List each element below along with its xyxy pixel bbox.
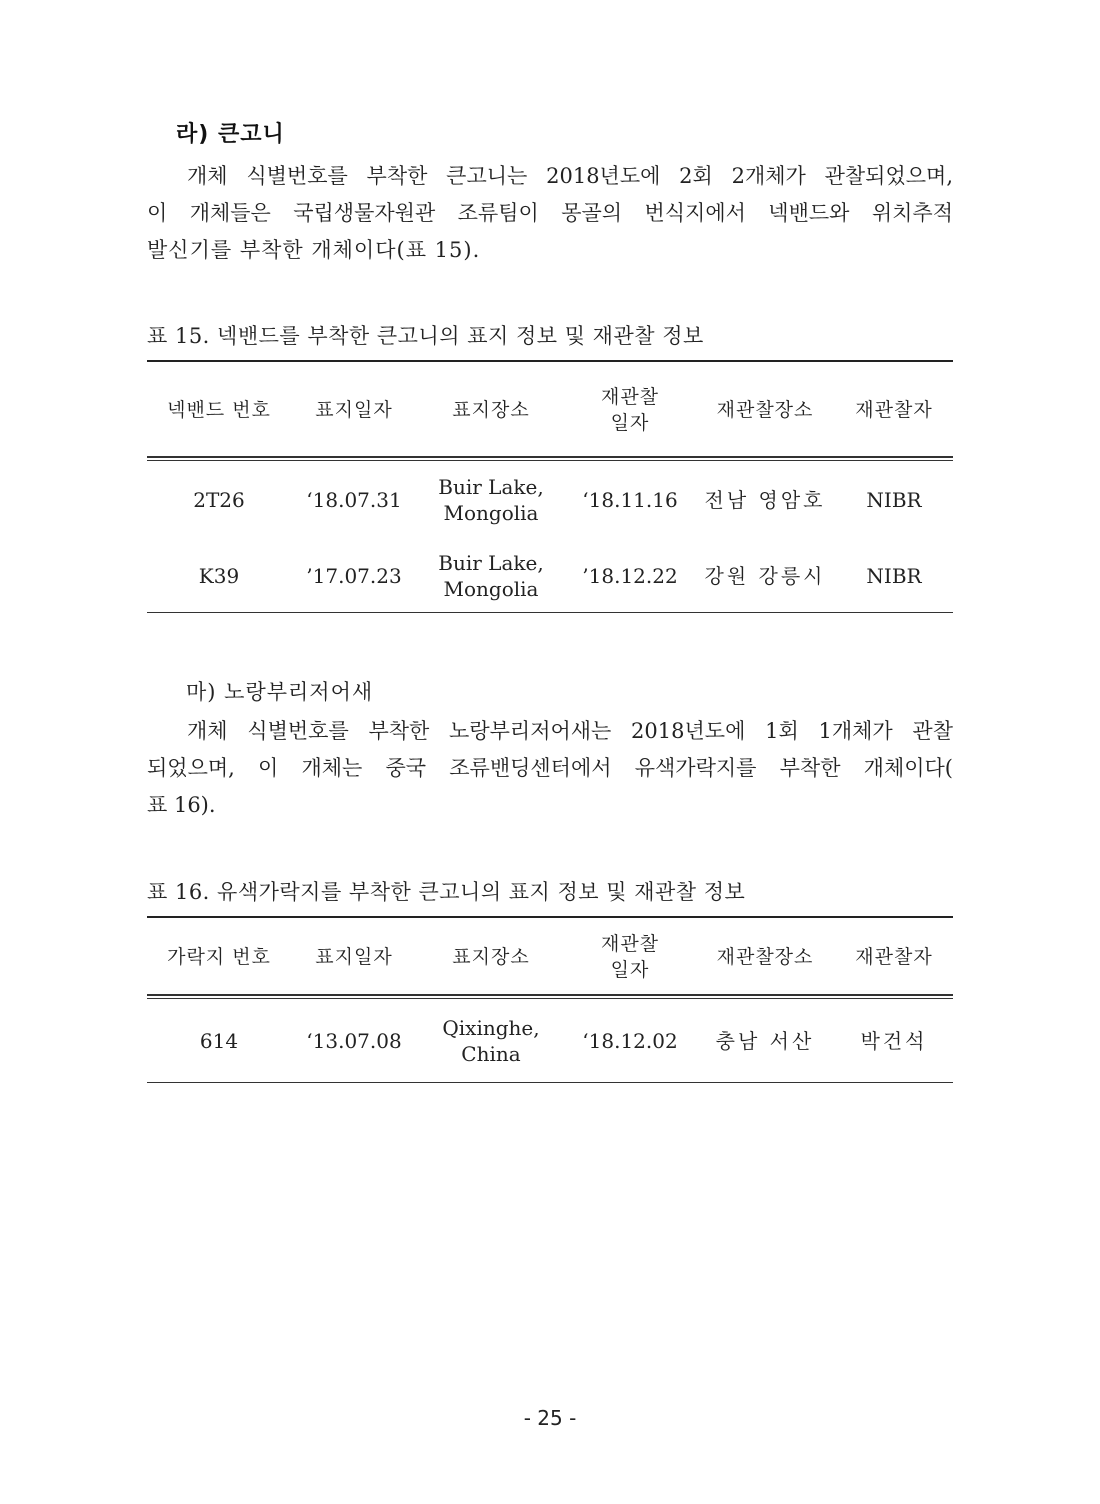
- header-tag-place: 표지장소: [452, 399, 530, 421]
- cell-tag-place-line2: China: [461, 1042, 521, 1066]
- header-resight-date-line2: 일자: [610, 412, 650, 434]
- table-row: [147, 462, 953, 538]
- cell-tag-date: ’17.07.23: [306, 564, 402, 588]
- table-bottom-rule: [147, 612, 953, 613]
- section-heading-ra: 라) 큰고니: [176, 122, 285, 147]
- header-resight-date-line2: 일자: [610, 959, 650, 981]
- section-heading-ma: 마) 노랑부리저어새: [186, 680, 374, 704]
- cell-tag-place-line1: Qixinghe,: [442, 1016, 540, 1040]
- paragraph-line: 표 16).: [147, 793, 216, 817]
- page-number: - 25 -: [523, 1406, 577, 1430]
- table-row: [147, 538, 953, 614]
- header-resight-date: [565, 931, 695, 983]
- table-header-row: [147, 918, 953, 996]
- header-observer: 재관찰자: [855, 399, 933, 421]
- header-tag-place: 표지장소: [452, 946, 530, 968]
- table-bottom-rule: [147, 1082, 953, 1083]
- cell-resight-place: 강원 강릉시: [704, 564, 826, 588]
- cell-observer: NIBR: [866, 564, 922, 588]
- cell-resight-date: ‘18.11.16: [582, 488, 678, 512]
- paragraph-line: 개체 식별번호를 부착한 큰고니는 2018년도에 2회 2개체가 관찰되었으며,: [187, 164, 953, 188]
- header-tag-date: 표지일자: [315, 946, 393, 968]
- paragraph-line: 이 개체들은 국립생물자원관 조류팀이 몽골의 번식지에서 넥밴드와 위치추적: [147, 201, 953, 225]
- table-15: [147, 360, 953, 614]
- cell-observer: NIBR: [866, 488, 922, 512]
- header-resight-date: [565, 384, 695, 436]
- cell-tag-place-line2: Mongolia: [443, 501, 539, 525]
- header-band-number: 넥밴드 번호: [167, 399, 271, 421]
- paragraph-line: 개체 식별번호를 부착한 노랑부리저어새는 2018년도에 1회 1개체가 관찰: [187, 719, 953, 743]
- header-resight-place: 재관찰장소: [716, 946, 814, 968]
- paragraph-line: 되었으며, 이 개체는 중국 조류밴딩센터에서 유색가락지를 부착한 개체이다(: [147, 756, 953, 780]
- table-16-caption: 표 16. 유색가락지를 부착한 큰고니의 표지 정보 및 재관찰 정보: [147, 880, 746, 904]
- table-header-rule: [147, 456, 953, 461]
- cell-resight-place: 전남 영암호: [704, 488, 826, 512]
- cell-band: 614: [199, 1029, 239, 1053]
- paragraph-ra: [147, 158, 953, 269]
- table-header-rule: [147, 994, 953, 999]
- paragraph-ma: [147, 713, 953, 824]
- cell-band: 2T26: [193, 488, 245, 512]
- cell-tag-place: [417, 550, 565, 602]
- cell-resight-date: ‘18.12.02: [582, 1029, 678, 1053]
- cell-tag-place: [417, 1015, 565, 1067]
- paragraph-line: 발신기를 부착한 개체이다(표 15).: [147, 238, 481, 262]
- cell-tag-place: [417, 474, 565, 526]
- cell-tag-date: ‘18.07.31: [306, 488, 402, 512]
- cell-resight-place: 충남 서산: [715, 1029, 815, 1053]
- table-16: [147, 916, 953, 1084]
- cell-resight-date: ’18.12.22: [582, 564, 678, 588]
- header-tag-date: 표지일자: [315, 399, 393, 421]
- header-band-number: 가락지 번호: [167, 946, 271, 968]
- cell-tag-place-line1: Buir Lake,: [438, 551, 544, 575]
- header-resight-place: 재관찰장소: [716, 399, 814, 421]
- table-15-caption: 표 15. 넥밴드를 부착한 큰고니의 표지 정보 및 재관찰 정보: [147, 324, 704, 348]
- table-row: [147, 1000, 953, 1082]
- header-resight-date-line1: 재관찰: [600, 933, 660, 955]
- header-resight-date-line1: 재관찰: [600, 386, 660, 408]
- cell-tag-place-line2: Mongolia: [443, 577, 539, 601]
- cell-band: K39: [198, 564, 240, 588]
- cell-tag-date: ‘13.07.08: [306, 1029, 402, 1053]
- table-header-row: [147, 362, 953, 458]
- cell-tag-place-line1: Buir Lake,: [438, 475, 544, 499]
- cell-observer: 박건석: [860, 1029, 928, 1053]
- header-observer: 재관찰자: [855, 946, 933, 968]
